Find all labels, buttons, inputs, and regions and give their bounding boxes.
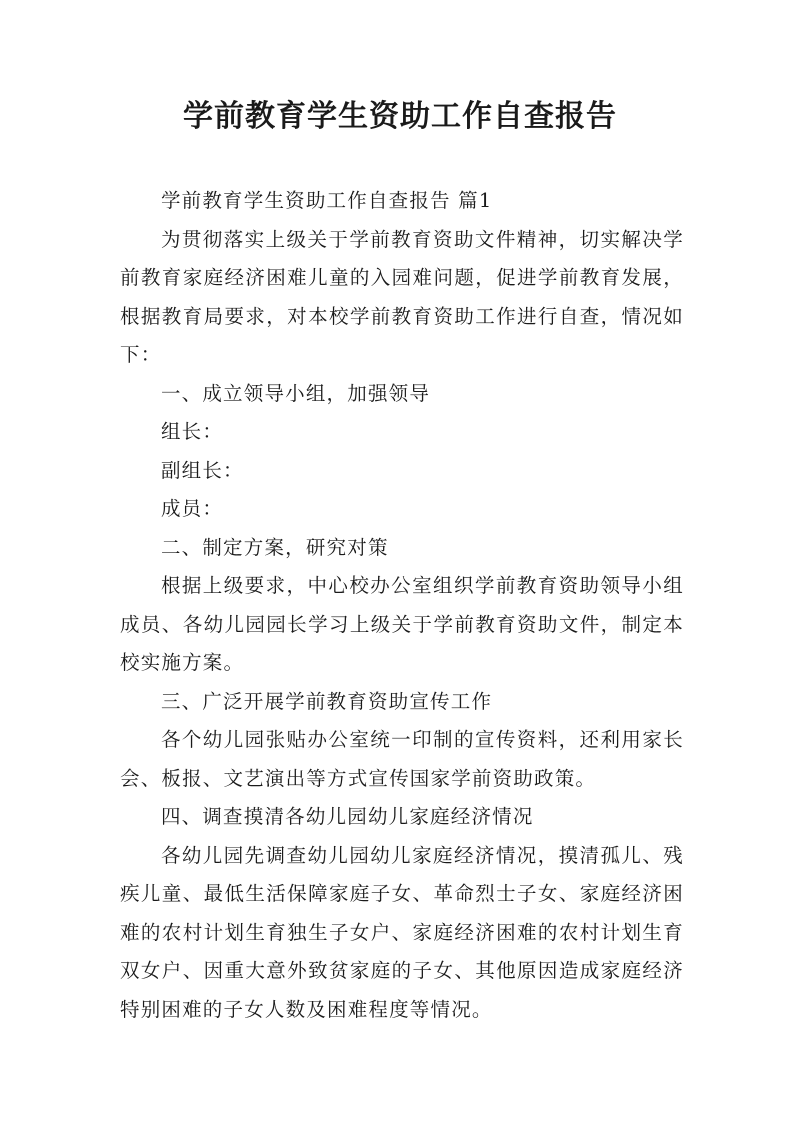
section-heading: 二、制定方案，研究对策 xyxy=(160,535,389,559)
body-paragraph: 各幼儿园先调查幼儿园幼儿家庭经济情况，摸清孤儿、残疾儿童、最低生活保障家庭子女、革命烈士子女、家庭经济困难的农村计划生育独生子女户、家庭经济困难的农村计划生育双女户、因重大意外致贫家庭的子女、其他原因造成家庭经济特别困难的子女人数及困难程度等情况。 xyxy=(120,843,684,1021)
section-heading: 一、成立领导小组，加强领导 xyxy=(160,381,431,405)
document-title: 学前教育学生资助工作自查报告 xyxy=(183,99,617,134)
section-heading: 学前教育学生资助工作自查报告 篇1 xyxy=(160,189,493,212)
section-heading: 三、广泛开展学前教育资助宣传工作 xyxy=(160,689,493,713)
deputy-leader-line: 副组长： xyxy=(160,458,244,482)
section-heading: 四、调查摸清各幼儿园幼儿家庭经济情况 xyxy=(160,805,534,828)
intro-paragraph: 为贯彻落实上级关于学前教育资助文件精神，切实解决学前教育家庭经济困难儿童的入园难问题，促进学前教育发展，根据教育局要求，对本校学前教育资助工作进行自查，情况如下： xyxy=(120,227,684,366)
leader-line: 组长： xyxy=(160,420,224,443)
body-paragraph: 根据上级要求，中心校办公室组织学前教育资助领导小组成员、各幼儿园园长学习上级关于学前教育资助文件，制定本校实施方案。 xyxy=(120,574,684,674)
document-body xyxy=(120,182,684,1029)
members-line: 成员： xyxy=(160,497,224,520)
body-paragraph: 各个幼儿园张贴办公室统一印制的宣传资料，还利用家长会、板报、文艺演出等方式宣传国家学前资助政策。 xyxy=(120,728,684,790)
